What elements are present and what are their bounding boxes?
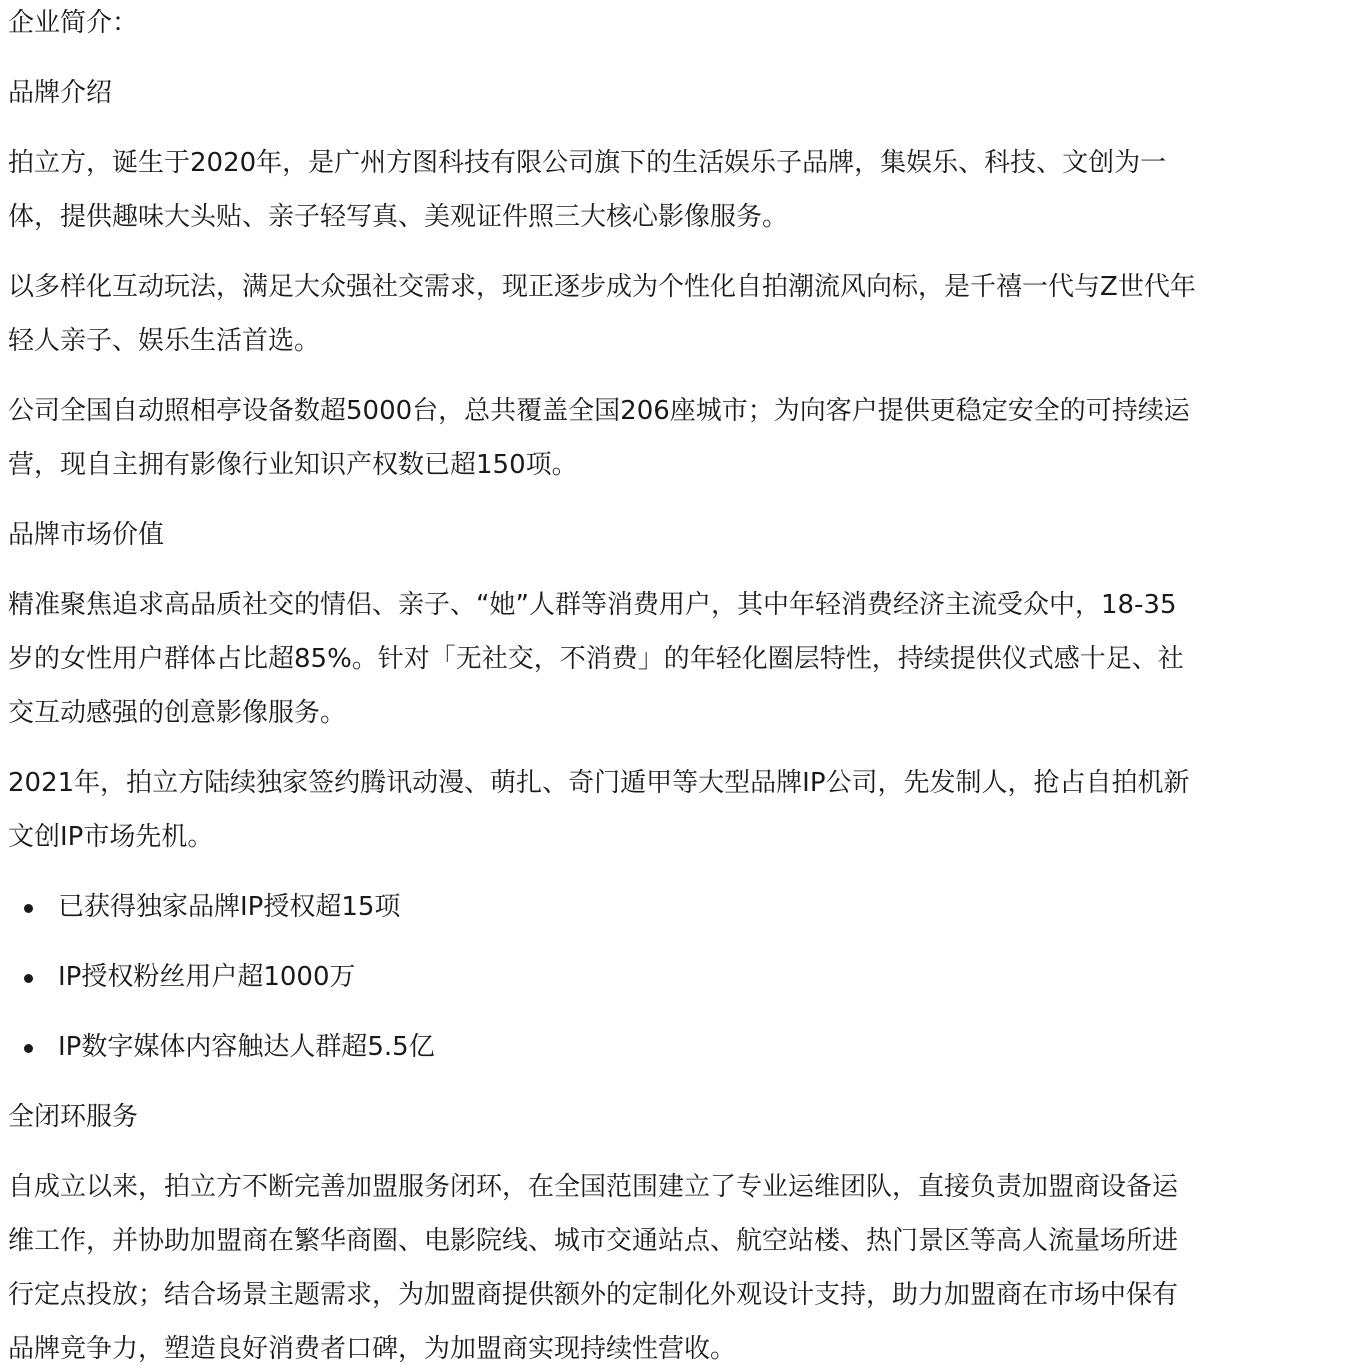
list-item: 已获得独家品牌IP授权超15项 [58,892,401,922]
paragraph-line: 品牌竞争力，塑造良好消费者口碑，为加盟商实现持续性营收。 [8,1334,737,1364]
paragraph-line: 拍立方，诞生于2020年，是广州方图科技有限公司旗下的生活娱乐子品牌，集娱乐、科技、文创为一 [8,148,1167,178]
list-item: IP数字媒体内容触达人群超5.5亿 [58,1032,435,1062]
paragraph-line: 体，提供趣味大头贴、亲子轻写真、美观证件照三大核心影像服务。 [8,202,789,232]
paragraph-line: 轻人亲子、娱乐生活首选。 [8,326,321,356]
paragraph-line: 以多样化互动玩法，满足大众强社交需求，现正逐步成为个性化自拍潮流风向标，是千禧一代与Z世代年 [8,272,1196,302]
paragraph-line: 岁的女性用户群体占比超85%。针对「无社交，不消费」的年轻化圈层特性，持续提供仪式感十足、社 [8,644,1184,674]
paragraph-line: 营，现自主拥有影像行业知识产权数已超150项。 [8,450,578,480]
list-item: IP授权粉丝用户超1000万 [58,962,356,992]
paragraph-line: 精准聚焦追求高品质社交的情侣、亲子、“她”人群等消费用户，其中年轻消费经济主流受众中，18-35 [8,590,1177,620]
bullet-dot-icon [24,974,33,983]
paragraph-line: 交互动感强的创意影像服务。 [8,698,347,728]
paragraph-line: 行定点投放；结合场景主题需求，为加盟商提供额外的定制化外观设计支持，助力加盟商在市场中保有 [8,1280,1179,1310]
intro-label: 企业简介： [8,8,139,38]
paragraph-line: 2021年，拍立方陆续独家签约腾讯动漫、萌扎、奇门遁甲等大型品牌IP公司，先发制人，抢占自拍机新 [8,768,1190,798]
brand-intro-heading: 品牌介绍 [8,78,113,108]
paragraph-line: 公司全国自动照相亭设备数超5000台，总共覆盖全国206座城市；为向客户提供更稳定安全的可持续运 [8,396,1190,426]
service-heading: 全闭环服务 [8,1102,139,1132]
bullet-dot-icon [24,1044,33,1053]
paragraph-line: 自成立以来，拍立方不断完善加盟服务闭环，在全国范围建立了专业运维团队，直接负责加盟商设备运 [8,1172,1179,1202]
paragraph-line: 维工作，并协助加盟商在繁华商圈、电影院线、城市交通站点、航空站楼、热门景区等高人流量场所进 [8,1226,1179,1256]
bullet-dot-icon [24,904,33,913]
market-heading: 品牌市场价值 [8,520,165,550]
paragraph-line: 文创IP市场先机。 [8,822,214,852]
